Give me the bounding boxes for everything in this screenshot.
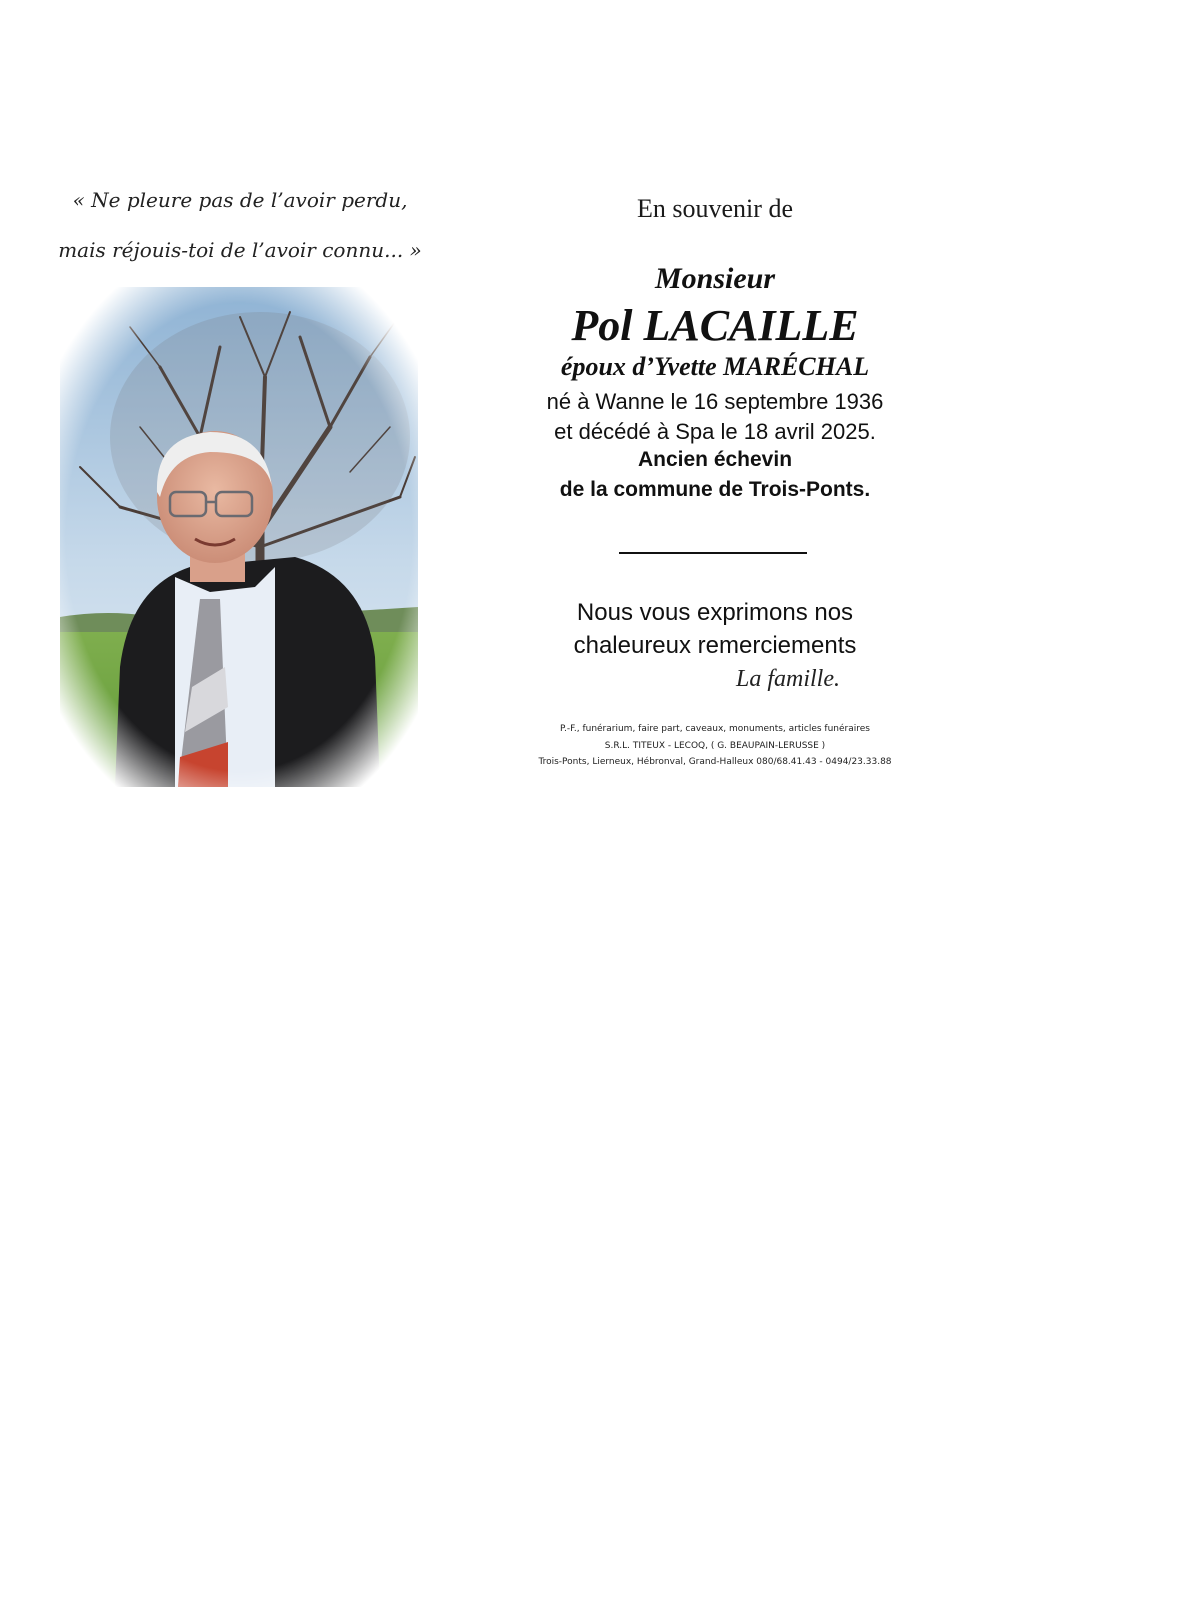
thanks-line-2: chaleureux remerciements	[573, 632, 857, 659]
thanks-line-1: Nous vous exprimons nos	[576, 599, 854, 626]
funeral-home-line-2: S.R.L. TITEUX - LECOQ, ( G. BEAUPAIN-LERUSSE )	[604, 741, 826, 751]
deceased-name: Pol LACAILLE	[571, 301, 859, 350]
role-line-2: de la commune de Trois-Ponts.	[559, 478, 871, 501]
funeral-home-line-3: Trois-Ponts, Lierneux, Hébronval, Grand-Halleux 080/68.41.43 - 0494/23.33.88	[538, 757, 892, 767]
birth-line: né à Wanne le 16 septembre 1936	[546, 389, 884, 414]
portrait-photo	[60, 287, 418, 787]
family-signature: La famille.	[736, 666, 841, 692]
spouse-line: époux d’Yvette MARÉCHAL	[560, 352, 870, 381]
quote-line-1: « Ne pleure pas de l’avoir perdu,	[72, 188, 408, 212]
honorific: Monsieur	[654, 262, 776, 295]
funeral-home-line-1: P.-F., funérarium, faire part, caveaux, monuments, articles funéraires	[560, 724, 870, 734]
intro-text: En souvenir de	[637, 194, 793, 223]
divider-line	[619, 552, 807, 554]
role-line-1: Ancien échevin	[637, 448, 793, 471]
death-line: et décédé à Spa le 18 avril 2025.	[554, 419, 876, 444]
quote-line-2: mais réjouis-toi de l’avoir connu... »	[58, 238, 422, 262]
